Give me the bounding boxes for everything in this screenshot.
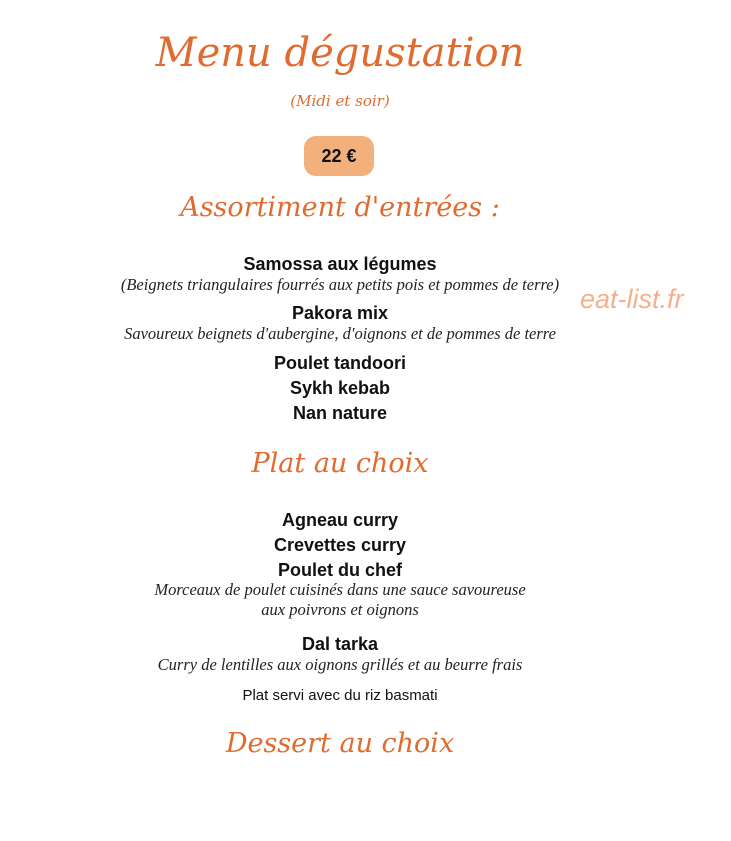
dish-pakora-description: Savoureux beignets d'aubergine, d'oignons et de pommes de terre: [124, 324, 556, 343]
plats-heading: Plat au choix: [251, 448, 429, 479]
dish-pakora: Pakora mix: [291, 303, 389, 323]
dish-samossa: Samossa aux légumes: [243, 254, 437, 274]
rice-note: Plat servi avec du riz basmati: [242, 687, 438, 704]
dish-poulet-tandoori: Poulet tandoori: [274, 353, 406, 373]
entrees-heading: Assortiment d'entrées :: [180, 192, 500, 223]
dish-dal-tarka: Dal tarka: [301, 634, 379, 654]
menu-subtitle: (Midi et soir): [290, 92, 390, 110]
dish-dal-tarka-description: Curry de lentilles aux oignons grillés et au beurre frais: [157, 655, 523, 674]
dish-poulet-du-chef-description-line1: Morceaux de poulet cuisinés dans une sauce savoureuse: [154, 580, 526, 599]
dish-sykh-kebab: Sykh kebab: [289, 378, 391, 398]
dish-samossa-description: (Beignets triangulaires fourrés aux petits pois et pommes de terre): [120, 275, 560, 294]
menu-title: Menu dégustation: [155, 30, 525, 76]
watermark: eat-list.fr: [580, 284, 684, 314]
dish-poulet-du-chef-description-line2: aux poivrons et oignons: [261, 600, 419, 619]
desserts-heading: Dessert au choix: [225, 728, 455, 759]
dish-agneau-curry: Agneau curry: [281, 510, 399, 530]
dish-poulet-du-chef: Poulet du chef: [277, 560, 402, 580]
dish-crevettes-curry: Crevettes curry: [273, 535, 407, 555]
dish-nan-nature: Nan nature: [292, 403, 388, 423]
price-badge: 22 €: [304, 136, 374, 176]
